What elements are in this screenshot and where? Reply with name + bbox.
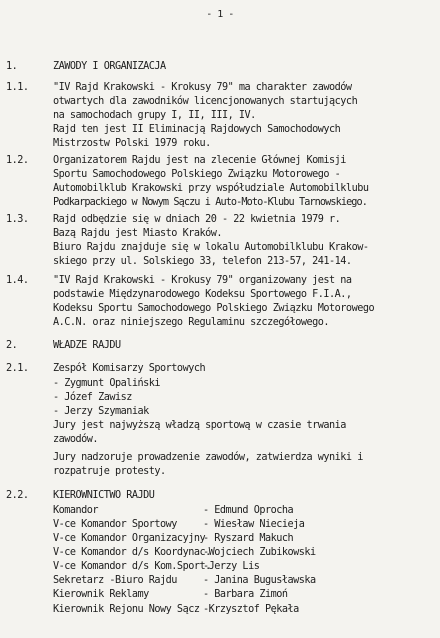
roster-role: V-ce Komandor Organizacyjny — [53, 533, 206, 544]
item-1-4-line: Kodeksu Sportu Samochodowego Polskiego Związku Motorowego — [53, 303, 375, 314]
item-1-2-line: Podkarpackiego w Nowym Sączu i Auto-Moto-Klubu Tarnowskiego. — [53, 197, 368, 208]
item-2-1-line: Jury nadzoruje prowadzenie zawodów, zatwierdza wyniki i — [53, 452, 363, 463]
roster-role: Sekretarz -Biuro Rajdu — [53, 575, 177, 586]
item-2-1-heading: Zespół Komisarzy Sportowych — [53, 363, 206, 374]
item-1-3-line: Bazą Rajdu jest Miasto Kraków. — [53, 228, 223, 239]
item-1-3-line: skiego przy ul. Solskiego 33, telefon 213-57, 241-14. — [53, 256, 352, 267]
roster-name: - Wiesław Niecieja — [203, 519, 305, 530]
item-2-1-line: zawodów. — [53, 434, 99, 445]
roster-name: - Edmund Oprocha — [203, 505, 294, 516]
item-1-4-line: A.C.N. oraz niniejszego Regulaminu szczegółowego. — [53, 317, 330, 328]
section-2-title: WŁADZE RAJDU — [53, 340, 121, 351]
item-1-2-line: Automobilklub Krakowski przy współudziale Automobilklubu — [53, 183, 369, 194]
item-2-1-number: 2.1. — [6, 363, 29, 374]
item-2-2-heading: KIEROWNICTWO RAJDU — [53, 490, 155, 501]
item-2-2-number: 2.2. — [6, 490, 29, 501]
item-1-2-line: Organizatorem Rajdu jest na zlecenie Głównej Komisji — [53, 155, 346, 166]
item-1-4-line: podstawie Międzynarodowego Kodeksu Sportowego F.I.A., — [53, 289, 352, 300]
section-1-number: 1. — [6, 61, 18, 72]
roster-name: - Ryszard Makuch — [203, 533, 294, 544]
item-1-3-number: 1.3. — [6, 214, 29, 225]
item-1-1-number: 1.1. — [6, 82, 29, 93]
section-1-title: ZAWODY I ORGANIZACJA — [53, 61, 166, 72]
roster-name: -Wojciech Zubikowski — [203, 547, 316, 558]
item-1-4-line: "IV Rajd Krakowski - Krokusy 79" organizowany jest na — [53, 275, 352, 286]
item-1-1-line: otwartych dla zawodników licencjonowanych startujących — [53, 96, 358, 107]
item-1-2-line: Sportu Samochodowego Polskiego Związku Motorowego - — [53, 169, 341, 180]
roster-role: V-ce Komandor d/s Kom.Sport. — [53, 561, 211, 572]
roster-name: -Jerzy Lis — [203, 561, 260, 572]
page-number: - 1 - — [206, 9, 234, 20]
roster-name: -Krzysztof Pękała — [203, 604, 299, 615]
roster-role: Kierownik Reklamy — [53, 589, 149, 600]
section-2-number: 2. — [6, 340, 18, 351]
roster-name: - Janina Bugusławska — [203, 575, 316, 586]
item-2-1-line: Jury jest najwyższą władzą sportową w czasie trwania — [53, 420, 346, 431]
roster-role: Kierownik Rejonu Nowy Sącz — [53, 604, 200, 615]
item-1-1-line: "IV Rajd Krakowski - Krokusy 79" ma charakter zawodów — [53, 82, 352, 93]
item-1-3-line: Biuro Rajdu znajduje się w lokalu Automobilklubu Krakow- — [53, 242, 369, 253]
roster-name: - Barbara Zimoń — [203, 589, 288, 600]
roster-role: Komandor — [53, 505, 99, 516]
item-1-4-number: 1.4. — [6, 275, 29, 286]
item-2-1-line: rozpatruje protesty. — [53, 466, 166, 477]
item-1-1-line: na samochodach grupy I, II, III, IV. — [53, 110, 256, 121]
item-1-1-line: Rajd ten jest II Eliminacją Rajdowych Samochodowych — [53, 124, 341, 135]
item-1-1-line: Mistrzostw Polski 1979 roku. — [53, 138, 211, 149]
jury-member: - Jerzy Szymaniak — [53, 406, 149, 417]
jury-member: - Józef Zawisz — [53, 392, 132, 403]
roster-role: V-ce Komandor Sportowy — [53, 519, 177, 530]
jury-member: - Zygmunt Opaliński — [53, 378, 161, 389]
item-1-3-line: Rajd odbędzie się w dniach 20 - 22 kwietnia 1979 r. — [53, 214, 341, 225]
item-1-2-number: 1.2. — [6, 155, 29, 166]
roster-role: V-ce Komandor d/s Koordynac. — [53, 547, 211, 558]
